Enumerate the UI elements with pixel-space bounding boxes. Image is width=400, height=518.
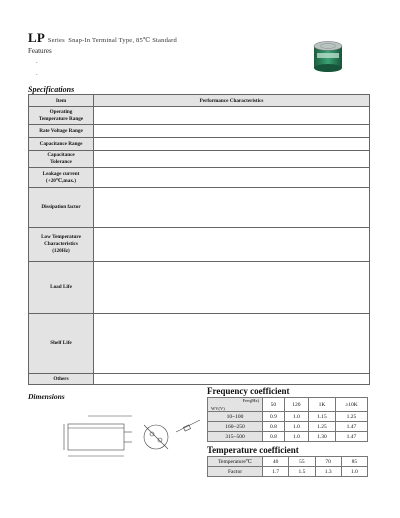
- table-row: [208, 467, 368, 477]
- coef-cell: 0.9: [263, 412, 285, 422]
- factor-cell: 1.5: [289, 467, 315, 477]
- series-code: LP: [28, 30, 45, 45]
- temp-cell: 70: [315, 457, 341, 467]
- table-row: [29, 138, 370, 151]
- coef-cell: 1.15: [309, 412, 336, 422]
- dimensions-heading: Dimensions: [28, 392, 65, 401]
- table-row: [29, 188, 370, 228]
- table-header-row: [29, 95, 370, 107]
- coef-cell: 0.8: [263, 432, 285, 442]
- coef-cell: 1.47: [335, 422, 367, 432]
- table-row: [29, 125, 370, 138]
- col-header-item: Item: [29, 95, 94, 107]
- coef-cell: 1.30: [309, 432, 336, 442]
- series-suffix: Series: [47, 37, 65, 44]
- spec-item: Low Temperature Characteristics (120Hz): [29, 228, 94, 262]
- coef-cell: 1.25: [335, 412, 367, 422]
- table-row: [29, 168, 370, 188]
- spec-value: [94, 168, 370, 188]
- table-row: [29, 314, 370, 374]
- freq-header: ≥10K: [335, 398, 367, 412]
- freq-header: 120: [284, 398, 308, 412]
- page-title: [28, 30, 177, 46]
- table-row: [208, 398, 368, 412]
- spec-value: [94, 374, 370, 385]
- coef-cell: 0.8: [263, 422, 285, 432]
- spec-item: Shelf Life: [29, 314, 94, 374]
- voltage-label: 315~500: [208, 432, 263, 442]
- factor-label: Factor: [208, 467, 263, 477]
- voltage-label: 160~250: [208, 422, 263, 432]
- table-row: [29, 374, 370, 385]
- table-row: [29, 107, 370, 125]
- spec-value: [94, 314, 370, 374]
- spec-value: [94, 107, 370, 125]
- table-row: [29, 228, 370, 262]
- spec-value: [94, 125, 370, 138]
- frequency-coefficient-table: [207, 397, 368, 442]
- feature-item: [36, 69, 38, 81]
- freq-header: 50: [263, 398, 285, 412]
- features-list: [36, 57, 38, 81]
- spec-item: Capacitance Range: [29, 138, 94, 151]
- features-heading: Features: [28, 47, 52, 55]
- temperature-label: Temperature℃: [208, 457, 263, 467]
- coef-cell: 1.0: [284, 422, 308, 432]
- spec-value: [94, 188, 370, 228]
- table-row: [29, 262, 370, 314]
- table-row: [208, 457, 368, 467]
- temperature-coefficient-title: Temperature coefficient: [207, 445, 299, 455]
- spec-item: Load Life: [29, 262, 94, 314]
- coef-cell: 1.0: [284, 432, 308, 442]
- spec-item: Others: [29, 374, 94, 385]
- spec-value: [94, 151, 370, 168]
- spec-value: [94, 262, 370, 314]
- coef-cell: 1.25: [309, 422, 336, 432]
- spec-item: Dissipation factor: [29, 188, 94, 228]
- factor-cell: 1.0: [341, 467, 367, 477]
- frequency-coefficient-title: Frequency coefficient: [207, 386, 290, 396]
- specifications-table: [28, 94, 370, 385]
- spec-value: [94, 138, 370, 151]
- capacitor-photo: [308, 38, 348, 74]
- temp-cell: 40: [263, 457, 289, 467]
- spec-item: Rate Voltage Range: [29, 125, 94, 138]
- spec-value: [94, 228, 370, 262]
- table-row: [29, 151, 370, 168]
- table-row: [208, 412, 368, 422]
- specifications-heading: Specifications: [28, 85, 75, 94]
- coef-cell: 1.47: [335, 432, 367, 442]
- coef-cell: 1.0: [284, 412, 308, 422]
- col-header-performance: Performance Characteristics: [94, 95, 370, 107]
- table-row: [208, 422, 368, 432]
- table-row: [208, 432, 368, 442]
- temp-cell: 85: [341, 457, 367, 467]
- freq-header: 1K: [309, 398, 336, 412]
- series-subtitle: Snap-In Terminal Type, 85℃ Standard: [68, 37, 177, 44]
- temperature-coefficient-table: [207, 456, 368, 477]
- spec-item: Operating Temperature Range: [29, 107, 94, 125]
- feature-item: [36, 57, 38, 69]
- voltage-label: 10~100: [208, 412, 263, 422]
- factor-cell: 1.7: [263, 467, 289, 477]
- temp-cell: 55: [289, 457, 315, 467]
- spec-item: Capacitance Tolerance: [29, 151, 94, 168]
- factor-cell: 1.3: [315, 467, 341, 477]
- spec-item: Leakage current (+20℃,max.): [29, 168, 94, 188]
- dimension-drawing: [28, 404, 203, 464]
- corner-cell: Freq(Hz) WV(V): [208, 398, 263, 412]
